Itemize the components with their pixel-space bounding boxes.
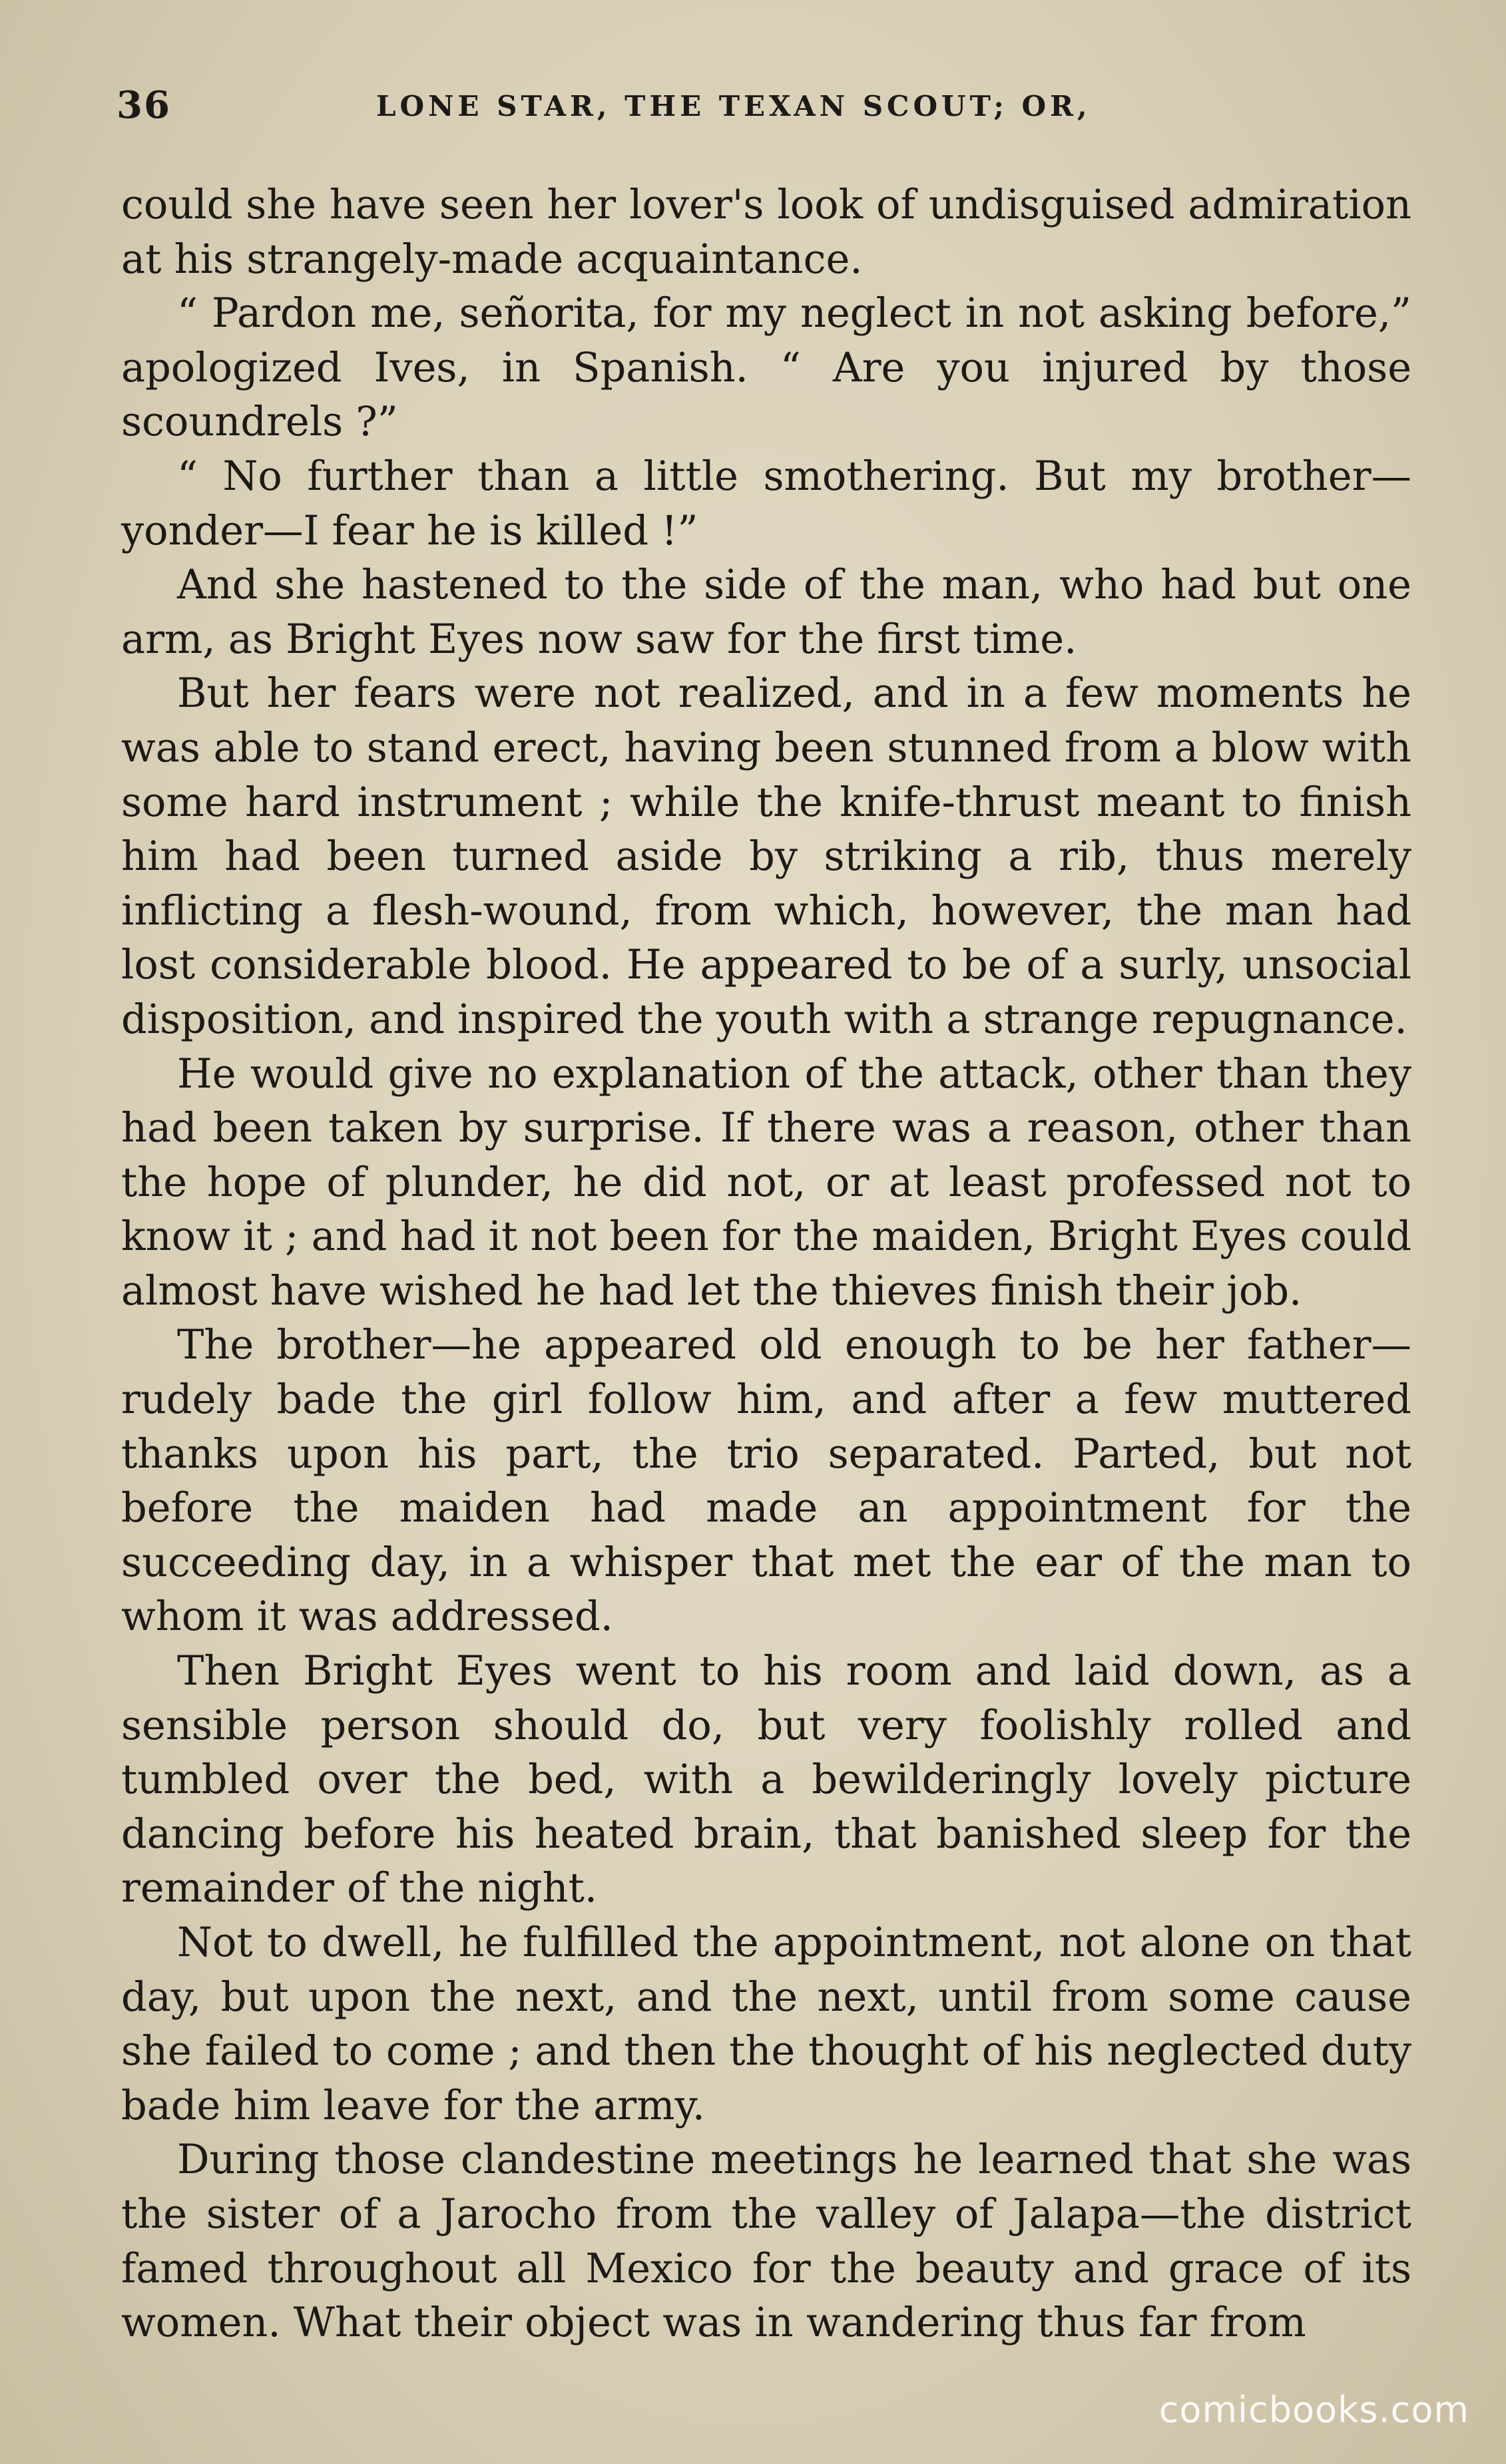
paragraph: The brother—he appeared old enough to be her father—rudely bade the girl follow him, and after a few muttered thanks upon his part, the trio separated. Parted, but not before the maiden had made an appointment for the succeeding day, in a whisper that met the ear of the man to whom it was addressed. [121,1322,1411,1641]
body-text [121,178,1411,2351]
paragraph: “ Pardon me, señorita, for my neglect in not asking before,” apologized Ives, in Spanish. “ Are you injured by those scoundrels ?” [121,290,1411,446]
paragraph: During those clandestine meetings he learned that she was the sister of a Jarocho from the valley of Jalapa—the district famed throughout all Mexico for the beauty and grace of its women. What their object was in wandering thus far from [121,2137,1411,2347]
watermark: comicbooks.com [1158,2389,1469,2431]
paragraph: could she have seen her lover's look of undisguised admiration at his strangely-made acquaintance. [121,182,1411,283]
paragraph: Then Bright Eyes went to his room and laid down, as a sensible person should do, but very foolishly rolled and tumbled over the bed, with a bewilderingly lovely picture dancing before his heated brain, that banished sleep for the remainder of the night. [121,1648,1411,1912]
running-head: LONE STAR, THE TEXAN SCOUT; OR, [376,90,1091,122]
paragraph: But her fears were not realized, and in a few moments he was able to stand erect, having been stunned from a blow with some hard instrument ; while the knife-thrust meant to finish him had been turned aside by striking a rib, thus merely inflicting a flesh-wound, from which, however, the man had lost considerable blood. He appeared to be of a surly, unsocial disposition, and inspired the youth with a strange repugnance. [121,670,1411,1043]
page-header [117,83,1413,130]
paragraph: “ No further than a little smothering. But my brother—yonder—I fear he is killed !” [121,453,1411,554]
paragraph: Not to dwell, he fulfilled the appointment, not alone on that day, but upon the next, and the next, until from some cause she failed to come ; and then the thought of his neglected duty bade him leave for the army. [121,1920,1411,2129]
page-number: 36 [117,83,171,127]
paragraph: And she hastened to the side of the man, who had but one arm, as Bright Eyes now saw for the first time. [121,562,1411,663]
paragraph: He would give no explanation of the attack, other than they had been taken by surprise. If there was a reason, other than the hope of plunder, he did not, or at least professed not to know it ; and had it not been for the maiden, Bright Eyes could almost have wished he had let the thieves finish their job. [121,1050,1411,1315]
